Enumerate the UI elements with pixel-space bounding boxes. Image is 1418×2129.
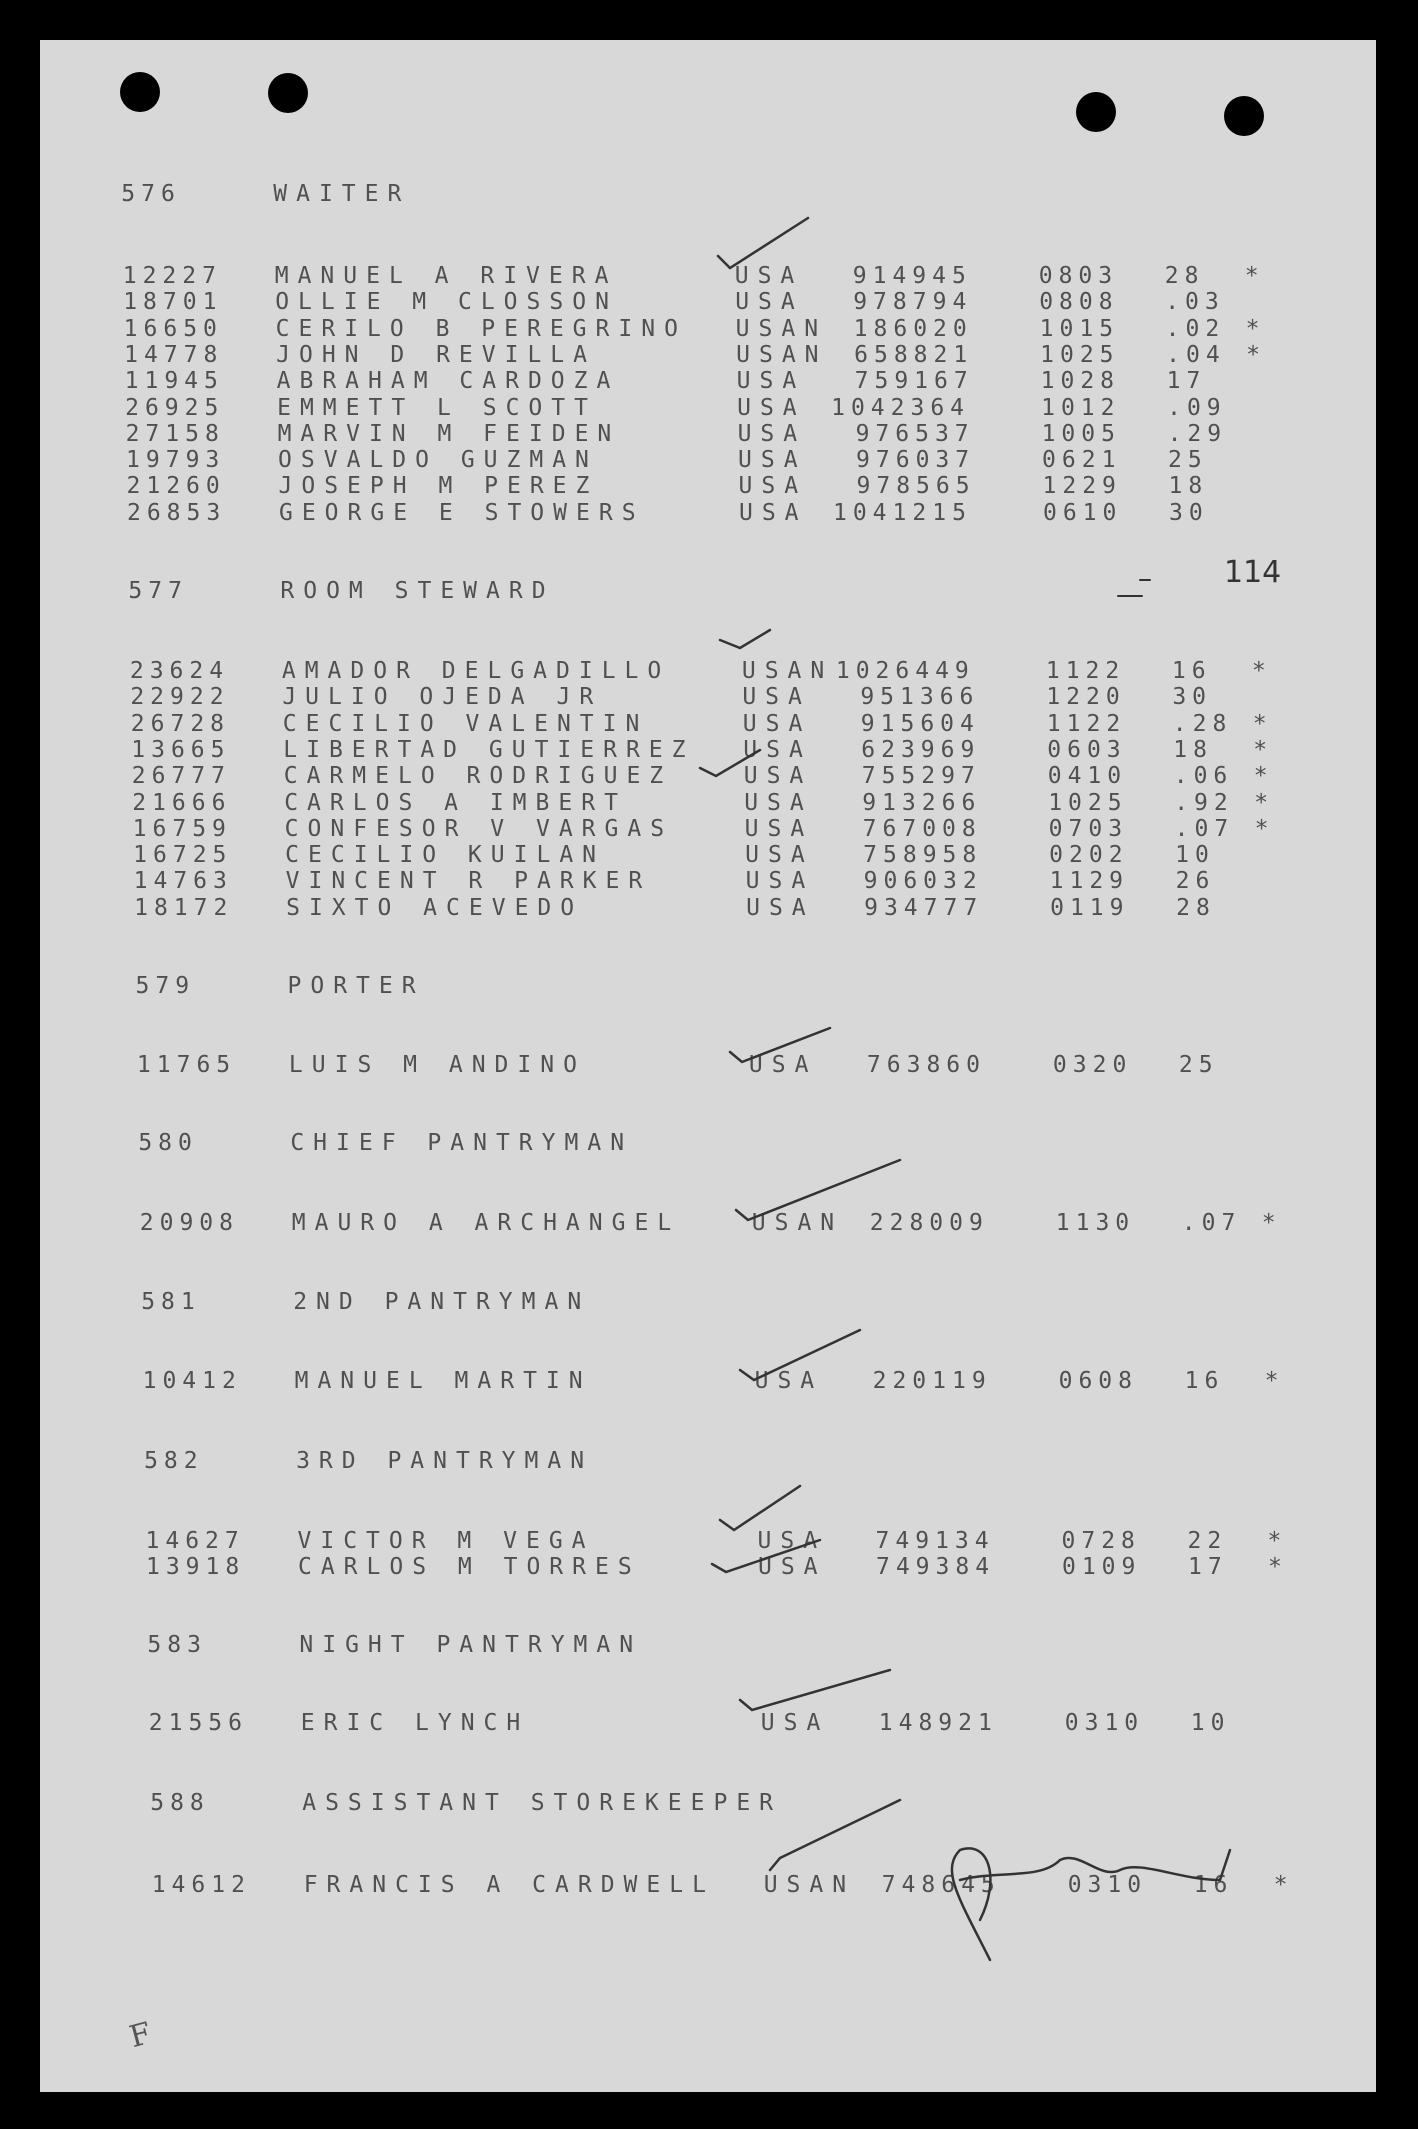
employee-id: 18172	[134, 894, 234, 921]
employee-id: 21666	[132, 789, 232, 816]
value-code: 30	[1172, 684, 1213, 711]
section-code: 581	[141, 1289, 201, 1315]
nationality: USAN	[741, 658, 834, 684]
asterisk-mark: *	[1251, 658, 1272, 684]
document-number: 755297	[861, 763, 981, 790]
value-code: .02	[1165, 315, 1226, 342]
document-number: 749384	[875, 1554, 996, 1581]
employee-name: MAURO A ARCHANGEL	[291, 1210, 681, 1236]
nationality: USA	[742, 710, 812, 737]
nationality: USA	[746, 894, 815, 921]
document-number: 758958	[863, 842, 983, 869]
section-code: 582	[144, 1448, 204, 1474]
value-code: .28	[1172, 710, 1233, 737]
date-code: 1028	[1040, 368, 1121, 395]
document-number: 228009	[869, 1210, 989, 1236]
date-code: 1122	[1045, 658, 1126, 684]
section-code: 577	[128, 578, 188, 604]
nationality: USA	[743, 763, 813, 790]
nationality: USA	[738, 499, 808, 526]
date-code: 1229	[1042, 473, 1122, 500]
section-title: CHIEF PANTRYMAN	[290, 1130, 634, 1156]
employee-name: MANUEL MARTIN	[294, 1368, 592, 1394]
employee-id: 26853	[126, 499, 227, 526]
document-number: 913266	[862, 789, 982, 816]
date-code: 0310	[1064, 1710, 1145, 1736]
value-code: 25	[1168, 447, 1208, 474]
section-code: 580	[138, 1130, 198, 1156]
document-number: 220119	[872, 1368, 992, 1394]
value-code: .06	[1173, 763, 1234, 790]
employee-name: GEORGE E STOWERS	[278, 499, 645, 526]
employee-name: CARMELO RODRIGUEZ	[283, 763, 673, 790]
date-code: 1129	[1049, 868, 1130, 895]
value-code: 18	[1168, 473, 1209, 500]
employee-id: 26728	[130, 710, 231, 737]
value-code: 17	[1166, 368, 1207, 395]
nationality: USA	[738, 447, 807, 474]
nationality: USA	[760, 1710, 830, 1736]
check-mark	[730, 1028, 830, 1062]
employee-id: 12227	[122, 263, 222, 289]
document-number: 623969	[861, 736, 981, 763]
date-code: 0202	[1049, 842, 1129, 869]
nationality: USA	[743, 736, 812, 763]
date-code: 1220	[1046, 684, 1126, 711]
employee-id: 27158	[125, 420, 225, 447]
asterisk-mark: *	[1253, 763, 1274, 790]
asterisk-mark: *	[1267, 1554, 1288, 1581]
nationality: USA	[742, 684, 811, 711]
nationality: USAN	[736, 341, 828, 368]
section-code: 579	[135, 973, 196, 999]
employee-name: LUIS M ANDINO	[288, 1052, 586, 1078]
section-title: NIGHT PANTRYMAN	[299, 1632, 643, 1658]
value-code: 22	[1187, 1528, 1228, 1554]
employee-id: 14763	[133, 868, 233, 895]
section-title: 3RD PANTRYMAN	[296, 1448, 594, 1474]
value-code: 26	[1175, 868, 1216, 895]
nationality: USA	[745, 842, 814, 869]
employee-name: CERILO B PEREGRINO	[275, 315, 687, 342]
document-number: 148921	[878, 1710, 998, 1736]
employee-name: ERIC LYNCH	[300, 1710, 530, 1736]
date-code: 0803	[1038, 263, 1119, 289]
employee-name: OLLIE M CLOSSON	[275, 289, 618, 316]
date-code: 0808	[1039, 289, 1119, 316]
document-number: 915604	[860, 710, 980, 737]
check-mark	[718, 218, 808, 268]
value-code: 16	[1171, 658, 1212, 684]
employee-name: LIBERTAD GUTIERREZ	[283, 736, 695, 763]
nationality: USA	[738, 473, 808, 500]
asterisk-mark: *	[1273, 1872, 1294, 1898]
section-title: WAITER	[273, 181, 411, 207]
nationality: USA	[737, 420, 807, 447]
margin-mark: F	[125, 2015, 156, 2056]
employee-id: 26925	[125, 394, 225, 421]
date-code: 0320	[1052, 1052, 1133, 1078]
employee-id: 26777	[131, 763, 231, 790]
date-code: 1012	[1041, 394, 1121, 421]
employee-name: CECILIO VALENTIN	[282, 710, 649, 737]
employee-name: VINCENT R PARKER	[285, 868, 652, 895]
check-mark	[720, 630, 770, 648]
document-number: 748645	[881, 1872, 1001, 1898]
date-code: 1025	[1040, 341, 1120, 368]
value-code: 17	[1187, 1554, 1228, 1581]
employee-id: 13918	[145, 1554, 246, 1581]
value-code: 28	[1176, 894, 1216, 921]
check-mark	[700, 750, 760, 776]
nationality: USAN	[735, 315, 828, 342]
document-number: 767008	[862, 815, 982, 842]
employee-id: 20908	[139, 1210, 240, 1236]
employee-id: 21556	[148, 1710, 249, 1736]
document-number: 1041215	[832, 499, 972, 526]
nationality: USA	[737, 394, 806, 421]
employee-id: 22922	[130, 684, 230, 711]
document-number: 978565	[856, 473, 976, 500]
section-code: 576	[121, 181, 181, 207]
nationality: USA	[748, 1052, 818, 1078]
section-title: ASSISTANT STOREKEEPER	[302, 1790, 783, 1816]
date-code: 0728	[1061, 1528, 1141, 1554]
check-mark	[770, 1800, 900, 1870]
asterisk-mark: *	[1246, 341, 1266, 368]
employee-name: CECILIO KUILAN	[285, 842, 606, 869]
document-number: 906032	[863, 868, 983, 895]
document-number: 951366	[860, 684, 980, 711]
document-number: 759167	[854, 368, 974, 395]
employee-id: 14612	[151, 1872, 251, 1898]
date-code: 1015	[1039, 315, 1120, 342]
nationality: USA	[734, 263, 804, 289]
employee-name: MANUEL A RIVERA	[274, 263, 618, 289]
document-number: 749134	[875, 1528, 995, 1554]
employee-name: MARVIN M FEIDEN	[277, 420, 621, 447]
date-code: 0610	[1042, 499, 1123, 526]
employee-name: CARLOS A IMBERT	[284, 789, 627, 816]
employee-name: CONFESOR V VARGAS	[284, 815, 674, 842]
date-code: 0119	[1050, 894, 1130, 921]
document-number: 186020	[853, 315, 973, 342]
check-mark	[712, 1540, 820, 1572]
document-number: 658821	[854, 341, 974, 368]
employee-id: 23624	[129, 658, 230, 684]
check-mark	[740, 1330, 860, 1380]
date-code: 0109	[1061, 1554, 1142, 1581]
value-code: .29	[1167, 420, 1228, 447]
asterisk-mark: *	[1261, 1210, 1282, 1236]
document-number: 914945	[852, 263, 972, 289]
nationality: USAN	[751, 1210, 844, 1236]
document-number: 934777	[864, 894, 984, 921]
value-code: 10	[1175, 842, 1215, 869]
employee-id: 16650	[123, 315, 223, 342]
document-number: 976537	[855, 420, 975, 447]
value-code: .03	[1165, 289, 1225, 316]
employee-id: 14778	[124, 341, 224, 368]
asterisk-mark: *	[1253, 736, 1274, 763]
document-number: 976037	[856, 447, 976, 474]
value-code: 25	[1178, 1052, 1219, 1078]
value-code: .04	[1166, 341, 1226, 368]
section-title: 2ND PANTRYMAN	[293, 1289, 591, 1315]
employee-id: 14627	[145, 1528, 245, 1554]
nationality: USA	[754, 1368, 824, 1394]
value-code: .92	[1174, 789, 1234, 816]
employee-name: ABRAHAM CARDOZA	[276, 368, 620, 395]
employee-name: EMMETT L SCOTT	[277, 394, 597, 421]
nationality: USA	[735, 289, 804, 316]
nationality: USAN	[763, 1872, 856, 1898]
asterisk-mark: *	[1254, 789, 1275, 816]
date-code: 1122	[1046, 710, 1127, 737]
asterisk-mark: *	[1252, 710, 1273, 737]
date-code: 0621	[1042, 447, 1122, 474]
asterisk-mark: *	[1254, 815, 1275, 842]
employee-id: 16759	[132, 815, 232, 842]
value-code: 28	[1164, 263, 1205, 289]
document-number: 763860	[866, 1052, 987, 1078]
employee-id: 11945	[124, 368, 224, 395]
value-code: 16	[1193, 1872, 1234, 1898]
date-code: 1130	[1055, 1210, 1136, 1236]
date-code: 0410	[1047, 763, 1128, 790]
value-code: 30	[1168, 499, 1209, 526]
signature	[952, 1848, 1230, 1960]
asterisk-mark: *	[1267, 1528, 1288, 1554]
section-code: 583	[147, 1632, 207, 1658]
section-code: 588	[150, 1790, 210, 1816]
value-code: .09	[1167, 394, 1227, 421]
employee-name: OSVALDO GUZMAN	[278, 447, 598, 474]
nationality: USA	[757, 1554, 827, 1581]
pencil-marks	[1118, 580, 1150, 596]
employee-name: FRANCIS A CARDWELL	[303, 1872, 715, 1898]
employee-id: 21260	[126, 473, 226, 500]
date-code: 0703	[1048, 815, 1129, 842]
employee-name: JOSEPH M PEREZ	[278, 473, 599, 500]
section-title: PORTER	[287, 973, 425, 999]
value-code: .07	[1181, 1210, 1242, 1236]
document-number: 1026449	[835, 658, 975, 684]
employee-name: CARLOS M TORRES	[297, 1554, 641, 1581]
nationality: USA	[745, 868, 815, 895]
employee-name: JOHN D REVILLA	[276, 341, 597, 368]
employee-name: SIXTO ACEVEDO	[286, 894, 584, 921]
document-number: 1042364	[831, 394, 971, 421]
section-title: ROOM STEWARD	[280, 578, 555, 604]
employee-id: 16725	[133, 842, 233, 869]
date-code: 0608	[1058, 1368, 1138, 1394]
value-code: 18	[1173, 736, 1213, 763]
asterisk-mark: *	[1245, 315, 1266, 342]
check-mark	[740, 1670, 890, 1710]
date-code: 0603	[1047, 736, 1127, 763]
employee-name: JULIO OJEDA JR	[282, 684, 603, 711]
employee-id: 13665	[131, 736, 231, 763]
page-number: 114	[1224, 555, 1282, 590]
nationality: USA	[736, 368, 806, 395]
value-code: .07	[1174, 815, 1235, 842]
document-number: 978794	[853, 289, 973, 316]
asterisk-mark: *	[1244, 263, 1265, 289]
employee-id: 18701	[123, 289, 223, 316]
employee-id: 10412	[142, 1368, 242, 1394]
employee-name: VICTOR M VEGA	[297, 1528, 595, 1554]
check-mark	[720, 1486, 800, 1530]
employee-id: 19793	[126, 447, 226, 474]
nationality: USA	[744, 815, 814, 842]
nationality: USA	[757, 1528, 827, 1554]
employee-name: AMADOR DELGADILLO	[281, 658, 671, 684]
date-code: 1005	[1041, 420, 1121, 447]
nationality: USA	[744, 789, 813, 816]
date-code: 1025	[1048, 789, 1128, 816]
date-code: 0310	[1067, 1872, 1148, 1898]
check-mark	[736, 1160, 900, 1220]
value-code: 10	[1190, 1710, 1231, 1736]
asterisk-mark: *	[1264, 1368, 1285, 1394]
employee-id: 11765	[136, 1052, 237, 1078]
value-code: 16	[1184, 1368, 1225, 1394]
